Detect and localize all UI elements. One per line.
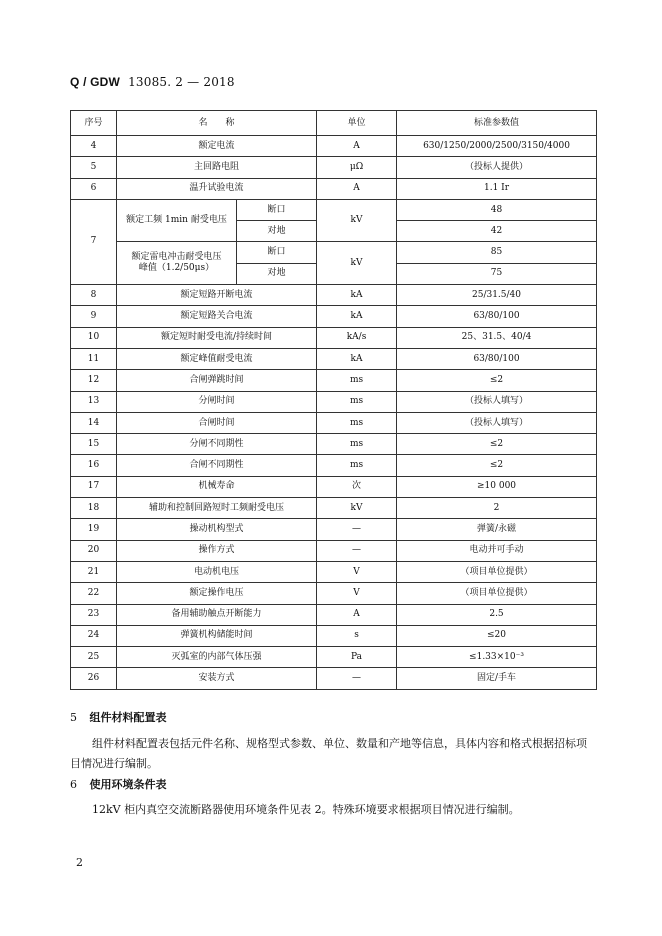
row-unit: —	[317, 540, 397, 561]
row-unit: 次	[317, 476, 397, 497]
row-seq: 10	[71, 327, 117, 348]
table-row	[71, 455, 597, 476]
row-value: 25、31.5、40/4	[397, 327, 597, 348]
row-unit: kA/s	[317, 327, 397, 348]
table-row	[71, 412, 597, 433]
row-value: ≤20	[397, 625, 597, 646]
row-name: 合闸弹跳时间	[117, 370, 317, 391]
row-name: 合闸时间	[117, 412, 317, 433]
row-value: （项目单位提供）	[397, 561, 597, 582]
table-row	[71, 348, 597, 369]
table-row	[71, 476, 597, 497]
row-seq: 12	[71, 370, 117, 391]
section-5-paragraph: 组件材料配置表包括元件名称、规格型式参数、单位、数量和产地等信息，具体内容和格式根据招标项目情况进行编制。	[70, 737, 587, 770]
row-name	[117, 242, 237, 285]
row-seq: 26	[71, 668, 117, 689]
table-row	[71, 157, 597, 178]
row-value: 2	[397, 498, 597, 519]
section-6-heading	[70, 776, 167, 792]
page-number: 2	[76, 856, 83, 869]
row-value: 63/80/100	[397, 348, 597, 369]
row-unit: ms	[317, 370, 397, 391]
row-name: 弹簧机构储能时间	[117, 625, 317, 646]
row-subname: 对地	[237, 221, 317, 242]
row-unit: kV	[317, 498, 397, 519]
row-name-line: 峰值（1.2/50μs）	[138, 263, 215, 274]
row-value: ≤2	[397, 434, 597, 455]
row-unit: kV	[317, 242, 397, 285]
row-value: 1.1 Ir	[397, 178, 597, 199]
row-value: （投标人填写）	[397, 412, 597, 433]
row-seq: 5	[71, 157, 117, 178]
header-unit: 单位	[317, 111, 397, 136]
row-unit: A	[317, 136, 397, 157]
standard-number: 13085. 2 — 2018	[128, 75, 235, 89]
document-header	[70, 75, 235, 89]
row-name: 备用辅助触点开断能力	[117, 604, 317, 625]
table-row	[71, 625, 597, 646]
table-row	[71, 136, 597, 157]
row-subname: 断口	[237, 242, 317, 263]
row-name: 辅助和控制回路短时工频耐受电压	[117, 498, 317, 519]
row-value: ≤2	[397, 370, 597, 391]
row-unit: ms	[317, 434, 397, 455]
row-seq: 15	[71, 434, 117, 455]
row-unit: A	[317, 178, 397, 199]
row-name: 额定短路关合电流	[117, 306, 317, 327]
row-unit: —	[317, 668, 397, 689]
row-seq: 13	[71, 391, 117, 412]
row-seq: 9	[71, 306, 117, 327]
row-value: 630/1250/2000/2500/3150/4000	[397, 136, 597, 157]
header-seq: 序号	[71, 111, 117, 136]
section-title: 使用环境条件表	[89, 778, 167, 791]
row-seq: 4	[71, 136, 117, 157]
row-value: 75	[397, 263, 597, 284]
row-seq: 18	[71, 498, 117, 519]
row-value: 2.5	[397, 604, 597, 625]
parameter-table	[70, 110, 597, 690]
row-name: 额定操作电压	[117, 583, 317, 604]
row-seq: 7	[71, 199, 117, 284]
row-unit: kA	[317, 348, 397, 369]
row-unit: ms	[317, 455, 397, 476]
row-seq: 16	[71, 455, 117, 476]
row-name: 安装方式	[117, 668, 317, 689]
row-unit: —	[317, 519, 397, 540]
row-value: 弹簧/永磁	[397, 519, 597, 540]
row-name: 分闸不同期性	[117, 434, 317, 455]
section-6-paragraph: 12kV 柜内真空交流断路器使用环境条件见表 2。特殊环境要求根据项目情况进行编制。	[92, 803, 520, 816]
row-unit: ms	[317, 391, 397, 412]
table-row	[71, 306, 597, 327]
section-5-heading	[70, 709, 167, 725]
table-row	[71, 647, 597, 668]
table-row	[71, 199, 597, 220]
row-value: 85	[397, 242, 597, 263]
table-row	[71, 604, 597, 625]
table-row	[71, 583, 597, 604]
row-value: （投标人提供）	[397, 157, 597, 178]
table-row	[71, 285, 597, 306]
row-name: 机械寿命	[117, 476, 317, 497]
row-value: （项目单位提供）	[397, 583, 597, 604]
standard-prefix: Q / GDW	[70, 75, 121, 89]
row-seq: 20	[71, 540, 117, 561]
row-name: 合闸不同期性	[117, 455, 317, 476]
header-value: 标准参数值	[397, 111, 597, 136]
row-seq: 24	[71, 625, 117, 646]
row-unit: V	[317, 583, 397, 604]
row-value: ≤1.33×10⁻³	[397, 647, 597, 668]
row-unit: V	[317, 561, 397, 582]
row-value: 42	[397, 221, 597, 242]
row-seq: 25	[71, 647, 117, 668]
row-name-line: 额定雷电冲击耐受电压	[131, 252, 222, 263]
table-row	[71, 242, 597, 263]
row-name: 操作方式	[117, 540, 317, 561]
table-row	[71, 498, 597, 519]
table-row	[71, 178, 597, 199]
row-value: 63/80/100	[397, 306, 597, 327]
header-name: 名 称	[117, 111, 317, 136]
row-name: 额定短路开断电流	[117, 285, 317, 306]
row-value: （投标人填写）	[397, 391, 597, 412]
row-seq: 14	[71, 412, 117, 433]
row-unit: s	[317, 625, 397, 646]
row-name: 额定工频 1min 耐受电压	[117, 199, 237, 242]
row-seq: 6	[71, 178, 117, 199]
table-row	[71, 370, 597, 391]
row-name: 温升试验电流	[117, 178, 317, 199]
row-seq: 17	[71, 476, 117, 497]
row-value: 25/31.5/40	[397, 285, 597, 306]
row-subname: 对地	[237, 263, 317, 284]
row-seq: 11	[71, 348, 117, 369]
row-value: 固定/手车	[397, 668, 597, 689]
row-seq: 8	[71, 285, 117, 306]
row-seq: 21	[71, 561, 117, 582]
section-title: 组件材料配置表	[89, 711, 167, 724]
table-row	[71, 519, 597, 540]
row-value: ≤2	[397, 455, 597, 476]
table-header-row	[71, 111, 597, 136]
table-row	[71, 434, 597, 455]
row-seq: 23	[71, 604, 117, 625]
row-unit: Pa	[317, 647, 397, 668]
table-row	[71, 391, 597, 412]
table-row	[71, 668, 597, 689]
row-unit: ms	[317, 412, 397, 433]
row-unit: kV	[317, 199, 397, 242]
row-unit: kA	[317, 306, 397, 327]
section-number: 6	[70, 778, 77, 791]
row-name: 电动机电压	[117, 561, 317, 582]
section-number: 5	[70, 711, 77, 724]
row-name: 灭弧室的内部气体压强	[117, 647, 317, 668]
row-unit: μΩ	[317, 157, 397, 178]
row-subname: 断口	[237, 199, 317, 220]
row-name: 额定峰值耐受电流	[117, 348, 317, 369]
row-seq: 22	[71, 583, 117, 604]
table-row	[71, 540, 597, 561]
table-row	[71, 561, 597, 582]
row-value: 电动并可手动	[397, 540, 597, 561]
row-name: 操动机构型式	[117, 519, 317, 540]
row-unit: A	[317, 604, 397, 625]
row-name: 额定短时耐受电流/持续时间	[117, 327, 317, 348]
row-seq: 19	[71, 519, 117, 540]
row-name: 分闸时间	[117, 391, 317, 412]
row-value: 48	[397, 199, 597, 220]
row-unit: kA	[317, 285, 397, 306]
row-value: ≥10 000	[397, 476, 597, 497]
row-name: 额定电流	[117, 136, 317, 157]
row-name: 主回路电阻	[117, 157, 317, 178]
table-row	[71, 327, 597, 348]
